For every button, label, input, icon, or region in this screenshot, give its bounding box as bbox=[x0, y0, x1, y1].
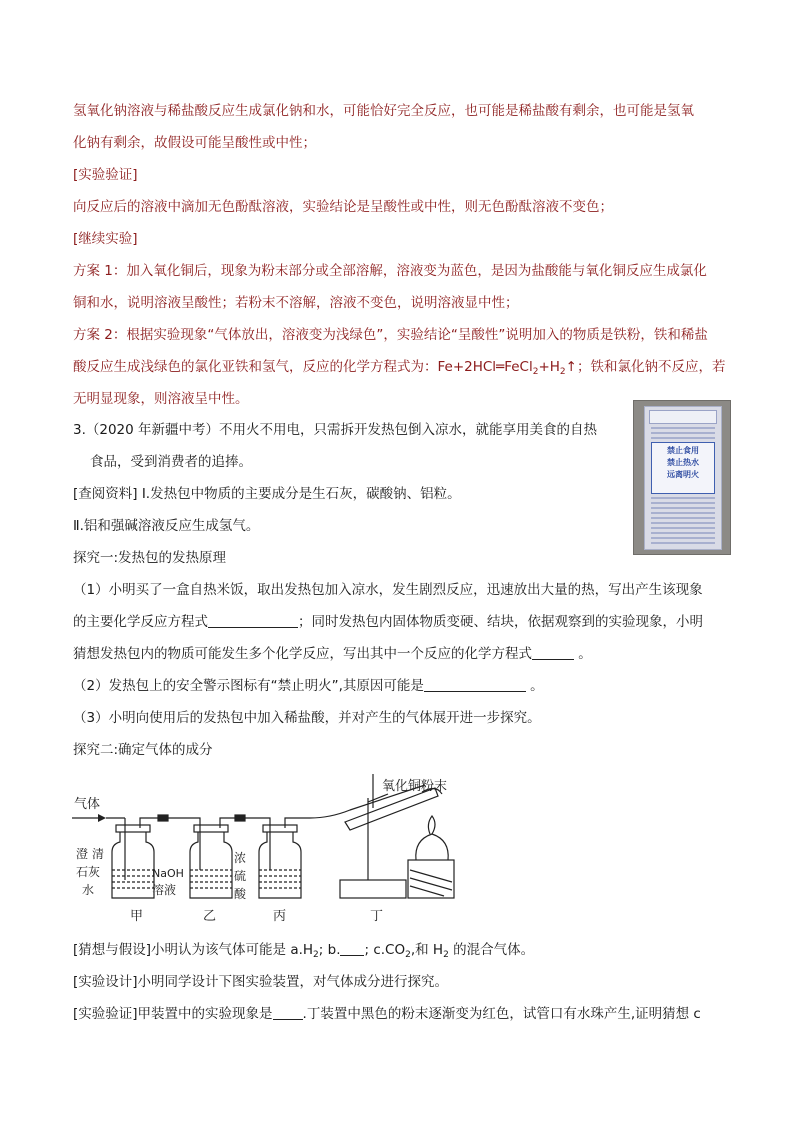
explore-2-heading: 探究二:确定气体的成分 bbox=[73, 742, 213, 758]
plan1-line-2: 铜和水，说明溶液呈酸性；若粉末不溶解，溶液不变色，说明溶液显中性； bbox=[73, 295, 519, 311]
guess-e: 的混合气体。 bbox=[448, 942, 535, 958]
q3-reference-2: Ⅱ.铝和强碱溶液反应生成氢气。 bbox=[73, 518, 260, 534]
answer-blank[interactable] bbox=[340, 941, 364, 956]
answer-blank[interactable] bbox=[208, 613, 298, 628]
label-bing: 丙 bbox=[273, 909, 287, 924]
guess-d: ,和 H bbox=[410, 942, 444, 958]
bottle-yi bbox=[190, 825, 232, 898]
p1-line-3a: 猜想发热包内的物质可能发生多个化学反应，写出其中一个反应的化学方程式 bbox=[73, 646, 532, 662]
answer-line-2: 化钠有剩余，故假设可能呈酸性或中性； bbox=[73, 135, 316, 151]
reagent-bing-3: 酸 bbox=[234, 887, 247, 901]
verify2-b: .丁装置中黑色的粉末逐渐变为红色，试管口有水珠产生,证明猜想 c bbox=[302, 1006, 701, 1022]
bottle-jia bbox=[112, 825, 154, 898]
p2-text: （2）发热包上的安全警示图标有“禁止明火”,其原因可能是 bbox=[73, 678, 424, 694]
plan2-line-2c: ↑；铁和氯化钠不反应，若 bbox=[565, 359, 726, 375]
p1-line-2 bbox=[73, 612, 703, 632]
guess-b: ; b. bbox=[318, 942, 341, 958]
subscript-2: 2 bbox=[443, 950, 449, 960]
verify-heading: [实验验证] bbox=[73, 167, 138, 183]
plan1-line-1: 方案 1：加入氧化铜后，现象为粉末部分或全部溶解，溶液变为蓝色，是因为盐酸能与氧化铜反应生成氯化 bbox=[73, 263, 707, 279]
bottle-bing bbox=[259, 825, 301, 898]
q3-line-2: 食品，受到消费者的追捧。 bbox=[90, 454, 252, 470]
p1-line-3b: 。 bbox=[578, 646, 592, 662]
packet-header bbox=[649, 410, 717, 424]
warning-line-3: 远离明火 bbox=[667, 470, 699, 479]
q3-reference-1: [查阅资料] I.发热包中物质的主要成分是生石灰，碳酸钠、铝粒。 bbox=[73, 486, 461, 502]
explore-1-heading: 探究一:发热包的发热原理 bbox=[73, 550, 227, 566]
gas-label: 气体 bbox=[74, 797, 101, 812]
subscript-2: 2 bbox=[405, 950, 411, 960]
subscript-2: 2 bbox=[532, 367, 539, 377]
reagent-jia-1: 澄 bbox=[76, 847, 89, 861]
verify2-line bbox=[73, 1004, 701, 1024]
verify-text: 向反应后的溶液中滴加无色酚酞溶液，实验结论是呈酸性或中性，则无色酚酞溶液不变色； bbox=[73, 199, 613, 215]
subscript-2: 2 bbox=[313, 950, 319, 960]
label-jia: 甲 bbox=[130, 909, 144, 924]
answer-blank[interactable] bbox=[424, 677, 526, 692]
p3-line: （3）小明向使用后的发热包中加入稀盐酸，并对产生的气体展开进一步探究。 bbox=[73, 710, 541, 726]
reagent-bing-2: 硫 bbox=[234, 869, 247, 883]
reagent-jia-4: 水 bbox=[82, 883, 95, 897]
reagent-bing-1: 浓 bbox=[234, 851, 247, 865]
heating-pack-photo bbox=[633, 400, 731, 555]
heating-pack bbox=[644, 406, 722, 550]
continue-heading: [继续实验] bbox=[73, 231, 138, 247]
plan2-line-1: 方案 2：根据实验现象“气体放出，溶液变为浅绿色”，实验结论“呈酸性”说明加入的物质是铁粉，铁和稀盐 bbox=[73, 327, 708, 343]
plan2-line-3: 无明显现象，则溶液呈中性。 bbox=[73, 391, 249, 407]
warning-line-1: 禁止食用 bbox=[667, 446, 699, 455]
reagent-jia-3: 石灰 bbox=[76, 865, 101, 879]
q3-line-1: 3.（2020 年新疆中考）不用火不用电，只需拆开发热包倒入凉水，就能享用美食的自热 bbox=[73, 422, 598, 438]
label-ding: 丁 bbox=[370, 909, 384, 924]
p2-line bbox=[73, 676, 544, 696]
reagent-jia-2: 清 bbox=[92, 847, 105, 861]
p1-line-2a: 的主要化学反应方程式 bbox=[73, 614, 208, 630]
guess-a: [猜想与假设]小明认为该气体可能是 a.H bbox=[73, 942, 314, 958]
reagent-yi-1: NaOH bbox=[152, 867, 184, 880]
design-line: [实验设计]小明同学设计下图实验装置，对气体成分进行探究。 bbox=[73, 974, 449, 990]
p1-line-3 bbox=[73, 644, 592, 664]
apparatus-diagram bbox=[70, 770, 470, 930]
answer-blank[interactable] bbox=[273, 1005, 303, 1020]
label-yi: 乙 bbox=[203, 909, 217, 924]
verify2-a: [实验验证]甲装置中的实验现象是 bbox=[73, 1006, 273, 1022]
warning-line-2: 禁止热水 bbox=[667, 458, 699, 467]
cuo-label: 氧化铜粉末 bbox=[382, 779, 448, 794]
subscript-2: 2 bbox=[559, 367, 566, 377]
plan2-line-2a: 酸反应生成浅绿色的氯化亚铁和氢气，反应的化学方程式为：Fe+2HCl═FeCl bbox=[73, 359, 533, 375]
p2-end: 。 bbox=[530, 678, 544, 694]
plan2-line-2b: +H bbox=[538, 359, 560, 375]
plan2-line-2 bbox=[73, 357, 725, 382]
answer-line-1: 氢氧化钠溶液与稀盐酸反应生成氯化钠和水，可能恰好完全反应，也可能是稀盐酸有剩余，也可能是氢氧 bbox=[73, 103, 694, 119]
p1-line-1: （1）小明买了一盒自热米饭，取出发热包加入凉水，发生剧烈反应，迅速放出大量的热，写出产生该现象 bbox=[73, 582, 703, 598]
p1-line-2b: ；同时发热包内固体物质变硬、结块，依据观察到的实验现象，小明 bbox=[298, 614, 703, 630]
guess-c: ; c.CO bbox=[364, 942, 406, 958]
hypothesis-line bbox=[73, 940, 534, 965]
answer-blank[interactable] bbox=[532, 645, 574, 660]
reagent-yi-2: 溶液 bbox=[152, 883, 177, 897]
warning-label bbox=[651, 442, 715, 494]
